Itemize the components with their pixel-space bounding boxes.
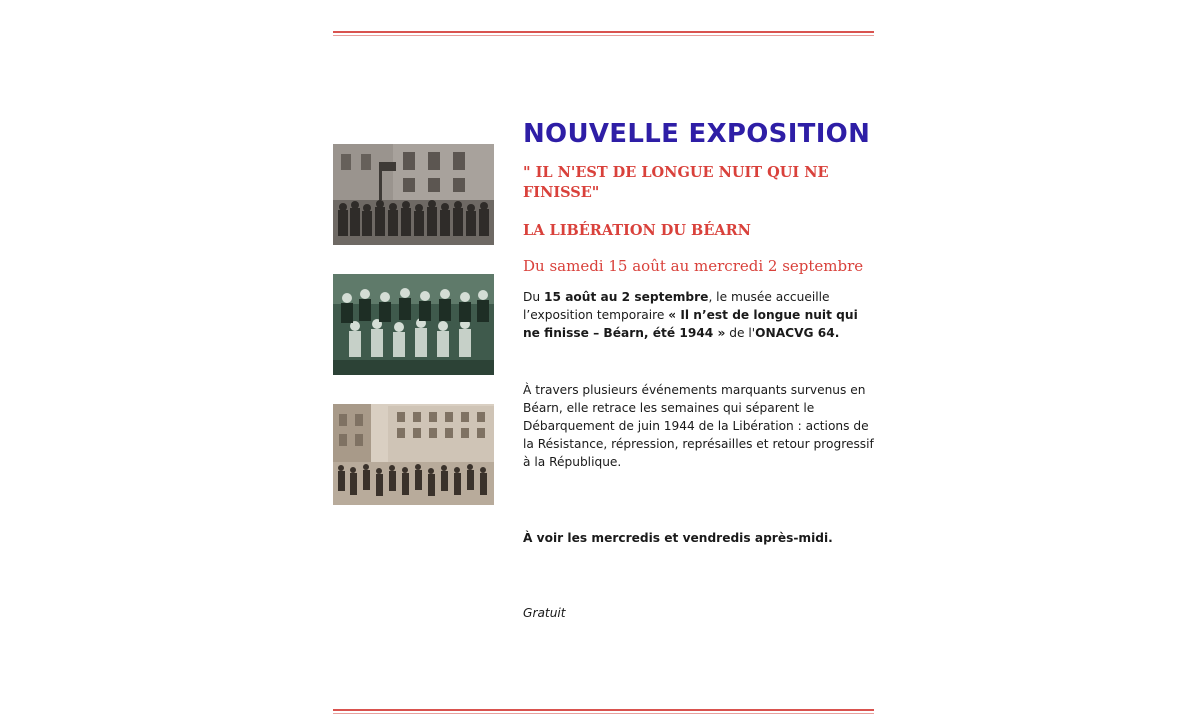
exhibition-dates: Du samedi 15 août au mercredi 2 septembre: [523, 257, 864, 275]
exhibition-announcement: [523, 116, 878, 622]
liberation-square-photo: [333, 404, 494, 505]
intro-text-2: , le musée accueille l’exposition temporaire: [523, 290, 830, 323]
intro-paragraph: [523, 288, 878, 343]
intro-text-3: de l': [725, 326, 756, 341]
organizer-name: ONACVG 64.: [755, 326, 840, 341]
price-note: Gratuit: [523, 605, 566, 620]
intro-text-1: Du: [523, 290, 544, 304]
top-divider: [333, 31, 874, 33]
description-paragraph: À travers plusieurs événements marquants survenus en Béarn, elle retrace les semaines qui séparent le Débarquement de juin 1944 de la Libération : actions de la Résistance, répression, représailles et retour progressif à la République.: [523, 382, 874, 470]
exhibition-quote-title: " IL N'EST DE LONGUE NUIT QUI NE FINISSE": [523, 164, 829, 201]
exhibition-subtitle: LA LIBÉRATION DU BÉARN: [523, 222, 751, 239]
page-title: NOUVELLE EXPOSITION: [523, 119, 871, 149]
resistance-group-photo: [333, 274, 494, 375]
bottom-divider: [333, 709, 874, 711]
intro-dates: 15 août au 2 septembre: [543, 290, 709, 304]
liberation-crowd-photo: [333, 144, 494, 245]
visiting-hours: À voir les mercredis et vendredis après-midi.: [523, 530, 833, 545]
exhibition-name: « Il n’est de longue nuit qui ne finisse – Béarn, été 1944 »: [523, 308, 858, 341]
